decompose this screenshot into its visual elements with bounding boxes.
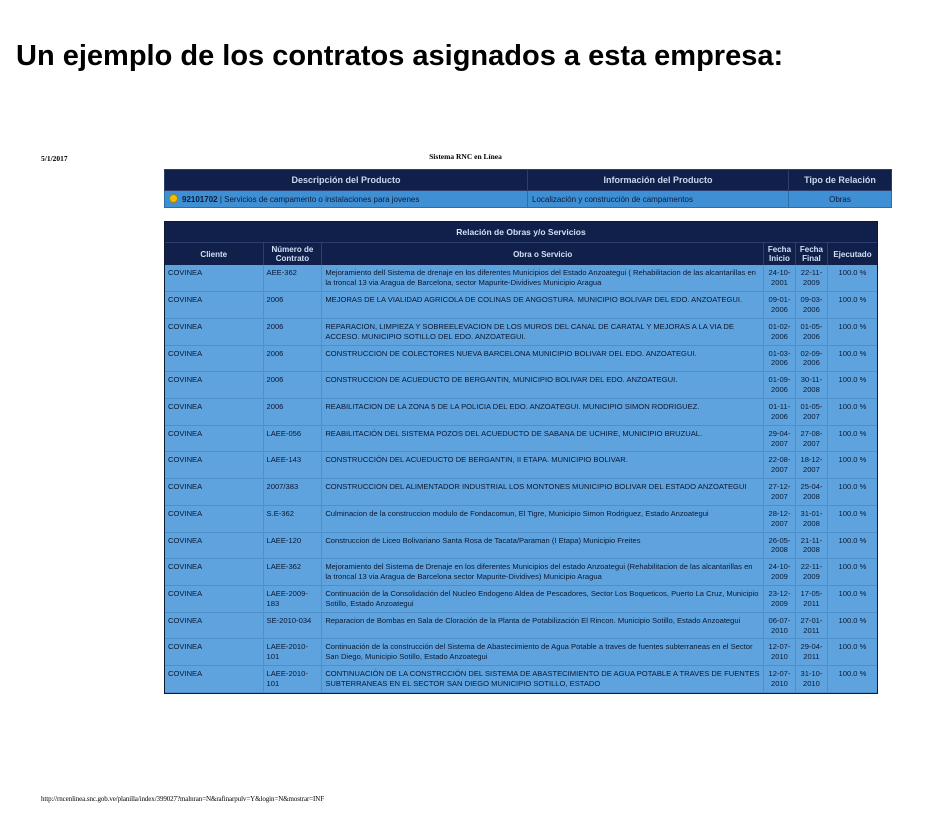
cell-obra-servicio: REPARACION, LIMPIEZA Y SOBREELEVACION DE LOS MUROS DEL CANAL DE CARATAL Y MEJORAS A LA VIA DE ACCESO. MUNICIPIO SOTILLO DEL EDO. ANZOATEGUI. bbox=[322, 318, 764, 345]
product-relation-cell: Obras bbox=[789, 191, 892, 208]
cell-fecha-final: 30-11-2008 bbox=[795, 372, 827, 399]
cell-fecha-inicio: 09-01-2006 bbox=[763, 292, 795, 319]
cell-fecha-final: 02-09-2006 bbox=[795, 345, 827, 372]
cell-cliente: COVINEA bbox=[165, 425, 263, 452]
status-dot-icon bbox=[169, 194, 178, 203]
obras-table bbox=[165, 243, 877, 693]
cell-fecha-final: 25-04-2008 bbox=[795, 479, 827, 506]
cell-fecha-final: 01-05-2007 bbox=[795, 398, 827, 425]
cell-fecha-inicio: 12-07-2010 bbox=[763, 666, 795, 693]
cell-fecha-final: 31-10-2010 bbox=[795, 666, 827, 693]
cell-cliente: COVINEA bbox=[165, 559, 263, 586]
obras-table-body bbox=[165, 265, 877, 692]
cell-ejecutado: 100.0 % bbox=[827, 559, 877, 586]
cell-numero-contrato: LAEE-2010-101 bbox=[263, 639, 322, 666]
table-row bbox=[165, 425, 877, 452]
table-row bbox=[165, 398, 877, 425]
cell-numero-contrato: S.E-362 bbox=[263, 505, 322, 532]
cell-fecha-final: 22-11-2009 bbox=[795, 265, 827, 291]
cell-fecha-inicio: 24-10-2009 bbox=[763, 559, 795, 586]
cell-cliente: COVINEA bbox=[165, 586, 263, 613]
system-header-title: Sistema RNC en Línea bbox=[429, 152, 502, 161]
table-row bbox=[165, 292, 877, 319]
cell-cliente: COVINEA bbox=[165, 479, 263, 506]
cell-fecha-final: 29-04-2011 bbox=[795, 639, 827, 666]
embedded-screenshot bbox=[38, 145, 893, 810]
cell-fecha-final: 27-01-2011 bbox=[795, 612, 827, 639]
cell-ejecutado: 100.0 % bbox=[827, 479, 877, 506]
obras-table-panel bbox=[164, 221, 878, 694]
product-description-cell bbox=[165, 191, 528, 208]
product-info-cell: Localización y construcción de campamentos bbox=[528, 191, 789, 208]
column-header-fecha-final: Fecha Final bbox=[795, 243, 827, 265]
cell-fecha-inicio: 29-04-2007 bbox=[763, 425, 795, 452]
column-header-fecha-inicio: Fecha Inicio bbox=[763, 243, 795, 265]
table-row bbox=[165, 318, 877, 345]
cell-fecha-inicio: 01-11-2006 bbox=[763, 398, 795, 425]
cell-cliente: COVINEA bbox=[165, 666, 263, 693]
cell-obra-servicio: CONTINUACIÓN DE LA CONSTRCCIÓN DEL SISTEMA DE ABASTECIMIENTO DE AGUA POTABLE A TRAVES DE FUENTES SUBTERRANEAS EN EL SECTOR SAN DIEGO MUNICIPIO SOTILLO, ESTADO bbox=[322, 666, 764, 693]
cell-ejecutado: 100.0 % bbox=[827, 318, 877, 345]
cell-fecha-final: 21-11-2008 bbox=[795, 532, 827, 559]
cell-ejecutado: 100.0 % bbox=[827, 425, 877, 452]
cell-numero-contrato: 2006 bbox=[263, 292, 322, 319]
table-row bbox=[165, 345, 877, 372]
cell-ejecutado: 100.0 % bbox=[827, 452, 877, 479]
table-row bbox=[165, 372, 877, 399]
cell-cliente: COVINEA bbox=[165, 505, 263, 532]
column-header-informacion-producto: Información del Producto bbox=[528, 170, 789, 191]
cell-cliente: COVINEA bbox=[165, 318, 263, 345]
cell-numero-contrato: 2006 bbox=[263, 398, 322, 425]
table-row bbox=[165, 265, 877, 291]
cell-ejecutado: 100.0 % bbox=[827, 639, 877, 666]
cell-cliente: COVINEA bbox=[165, 292, 263, 319]
cell-obra-servicio: CONSTRUCCIÓN DEL ACUEDUCTO DE BERGANTIN, II ETAPA. MUNICIPIO BOLIVAR. bbox=[322, 452, 764, 479]
cell-ejecutado: 100.0 % bbox=[827, 372, 877, 399]
cell-numero-contrato: 2007/383 bbox=[263, 479, 322, 506]
cell-obra-servicio: Reparacion de Bombas en Sala de Cloración de la Planta de Potabilización El Rincon. Municipio Sotillo, Estado Anzoategui bbox=[322, 612, 764, 639]
cell-fecha-inicio: 27-12-2007 bbox=[763, 479, 795, 506]
table-row bbox=[165, 191, 892, 208]
cell-numero-contrato: LAEE-143 bbox=[263, 452, 322, 479]
cell-fecha-inicio: 01-09-2006 bbox=[763, 372, 795, 399]
obras-table-caption: Relación de Obras y/o Servicios bbox=[165, 222, 877, 243]
column-header-obra-servicio: Obra o Servicio bbox=[322, 243, 764, 265]
product-table bbox=[164, 169, 892, 208]
cell-fecha-inicio: 22-08-2007 bbox=[763, 452, 795, 479]
cell-numero-contrato: 2006 bbox=[263, 318, 322, 345]
cell-ejecutado: 100.0 % bbox=[827, 398, 877, 425]
cell-numero-contrato: LAEE-362 bbox=[263, 559, 322, 586]
obras-table-header-row bbox=[165, 243, 877, 265]
table-row bbox=[165, 479, 877, 506]
cell-obra-servicio: Mejoramiento del Sistema de Drenaje en los diferentes Municipios del estado Anzoategui (Rehabilitacion de las alcantarillas en la troncal 13 via Aragua de Barcelona sector Mapurite-Dividives) Municipio Aragua bbox=[322, 559, 764, 586]
cell-numero-contrato: AEE-362 bbox=[263, 265, 322, 291]
column-header-ejecutado: Ejecutado bbox=[827, 243, 877, 265]
product-description: Servicios de campamento o instalaciones para jovenes bbox=[224, 195, 420, 204]
cell-cliente: COVINEA bbox=[165, 532, 263, 559]
column-header-numero-contrato: Número de Contrato bbox=[263, 243, 322, 265]
cell-obra-servicio: REABILITACIÓN DEL SISTEMA POZOS DEL ACUEDUCTO DE SABANA DE UCHIRE, MUNICIPIO BRUZUAL. bbox=[322, 425, 764, 452]
cell-fecha-final: 27-08-2007 bbox=[795, 425, 827, 452]
cell-ejecutado: 100.0 % bbox=[827, 612, 877, 639]
cell-obra-servicio: MEJORAS DE LA VIALIDAD AGRICOLA DE COLINAS DE ANGOSTURA. MUNICIPIO BOLIVAR DEL EDO. ANZOATEGUI. bbox=[322, 292, 764, 319]
cell-numero-contrato: SE-2010-034 bbox=[263, 612, 322, 639]
product-code: 92101702 bbox=[182, 195, 218, 204]
cell-fecha-inicio: 01-02-2006 bbox=[763, 318, 795, 345]
table-row bbox=[165, 452, 877, 479]
cell-obra-servicio: Construccion de Liceo Bolivariano Santa Rosa de Tacata/Paraman (I Etapa) Municipio Freites bbox=[322, 532, 764, 559]
cell-fecha-inicio: 23-12-2009 bbox=[763, 586, 795, 613]
cell-cliente: COVINEA bbox=[165, 398, 263, 425]
cell-fecha-final: 01-05-2006 bbox=[795, 318, 827, 345]
cell-obra-servicio: Mejoramiento dell Sistema de drenaje en los diferentes Municipios del Estado Anzoategui ( Rehabilitacion de las alcantarillas en la troncal 13 via Aragua de Barcelona, sector Mapurite-Dividives Municipio Aragua bbox=[322, 265, 764, 291]
table-row bbox=[165, 639, 877, 666]
cell-cliente: COVINEA bbox=[165, 612, 263, 639]
cell-fecha-inicio: 24-10-2001 bbox=[763, 265, 795, 291]
cell-obra-servicio: CONSTRUCCION DEL ALIMENTADOR INDUSTRIAL LOS MONTONES MUNICIPIO BOLIVAR DEL ESTADO ANZOATEGUI bbox=[322, 479, 764, 506]
cell-ejecutado: 100.0 % bbox=[827, 292, 877, 319]
cell-ejecutado: 100.0 % bbox=[827, 345, 877, 372]
cell-numero-contrato: LAEE-056 bbox=[263, 425, 322, 452]
cell-numero-contrato: LAEE-2010-101 bbox=[263, 666, 322, 693]
cell-fecha-final: 17-05-2011 bbox=[795, 586, 827, 613]
cell-obra-servicio: Continuación de la Consolidación del Nucleo Endogeno Aldea de Pescadores, Sector Los Boqueticos, Puerto La Cruz, Municipio Sotillo, Estado Anzoategui bbox=[322, 586, 764, 613]
cell-cliente: COVINEA bbox=[165, 265, 263, 291]
cell-obra-servicio: Culminacion de la construccion modulo de Fondacomun, El Tigre, Municipio Simon Rodriguez, Estado Anzoategui bbox=[322, 505, 764, 532]
product-table-header-row bbox=[165, 170, 892, 191]
page-title: Un ejemplo de los contratos asignados a esta empresa: bbox=[16, 40, 784, 72]
table-row bbox=[165, 559, 877, 586]
table-row bbox=[165, 532, 877, 559]
cell-obra-servicio: REABILITACION DE LA ZONA 5 DE LA POLICIA DEL EDO. ANZOATEGUI. MUNICIPIO SIMON RODRIGUEZ. bbox=[322, 398, 764, 425]
table-row bbox=[165, 612, 877, 639]
cell-cliente: COVINEA bbox=[165, 345, 263, 372]
cell-ejecutado: 100.0 % bbox=[827, 586, 877, 613]
cell-numero-contrato: 2006 bbox=[263, 372, 322, 399]
cell-fecha-final: 09-03-2006 bbox=[795, 292, 827, 319]
cell-numero-contrato: 2006 bbox=[263, 345, 322, 372]
table-row bbox=[165, 666, 877, 693]
cell-cliente: COVINEA bbox=[165, 639, 263, 666]
cell-obra-servicio: CONSTRUCCION DE ACUEDUCTO DE BERGANTIN, MUNICIPIO BOLIVAR DEL EDO. ANZOATEGUI. bbox=[322, 372, 764, 399]
cell-obra-servicio: CONSTRUCCION DE COLECTORES NUEVA BARCELONA MUNICIPIO BOLIVAR DEL EDO. ANZOATEGUI. bbox=[322, 345, 764, 372]
cell-ejecutado: 100.0 % bbox=[827, 265, 877, 291]
cell-ejecutado: 100.0 % bbox=[827, 532, 877, 559]
cell-fecha-inicio: 28-12-2007 bbox=[763, 505, 795, 532]
cell-fecha-final: 31-01-2008 bbox=[795, 505, 827, 532]
cell-numero-contrato: LAEE-120 bbox=[263, 532, 322, 559]
cell-fecha-inicio: 26-05-2008 bbox=[763, 532, 795, 559]
column-header-cliente: Cliente bbox=[165, 243, 263, 265]
cell-fecha-inicio: 06-07-2010 bbox=[763, 612, 795, 639]
cell-fecha-final: 18-12-2007 bbox=[795, 452, 827, 479]
table-row bbox=[165, 505, 877, 532]
cell-fecha-inicio: 12-07-2010 bbox=[763, 639, 795, 666]
cell-fecha-final: 22-11-2009 bbox=[795, 559, 827, 586]
cell-ejecutado: 100.0 % bbox=[827, 505, 877, 532]
product-code-separator: | bbox=[217, 195, 225, 204]
print-date: 5/1/2017 bbox=[41, 154, 68, 163]
cell-fecha-inicio: 01-03-2006 bbox=[763, 345, 795, 372]
cell-cliente: COVINEA bbox=[165, 372, 263, 399]
cell-obra-servicio: Continuación de la construcción del Sistema de Abastecimiento de Agua Potable a traves de fuentes subterraneas en el Sector San Diego, Municipio Sotillo, Estado Anzoategui bbox=[322, 639, 764, 666]
table-row bbox=[165, 586, 877, 613]
cell-cliente: COVINEA bbox=[165, 452, 263, 479]
cell-numero-contrato: LAEE-2009-183 bbox=[263, 586, 322, 613]
cell-ejecutado: 100.0 % bbox=[827, 666, 877, 693]
column-header-descripcion-producto: Descripción del Producto bbox=[165, 170, 528, 191]
column-header-tipo-relacion: Tipo de Relación bbox=[789, 170, 892, 191]
footer-url: http://rncenlinea.snc.gob.ve/planilla/index/399027?malnran=N&rafinarpulv=Y&login=N&mostrar=INF bbox=[41, 795, 325, 803]
